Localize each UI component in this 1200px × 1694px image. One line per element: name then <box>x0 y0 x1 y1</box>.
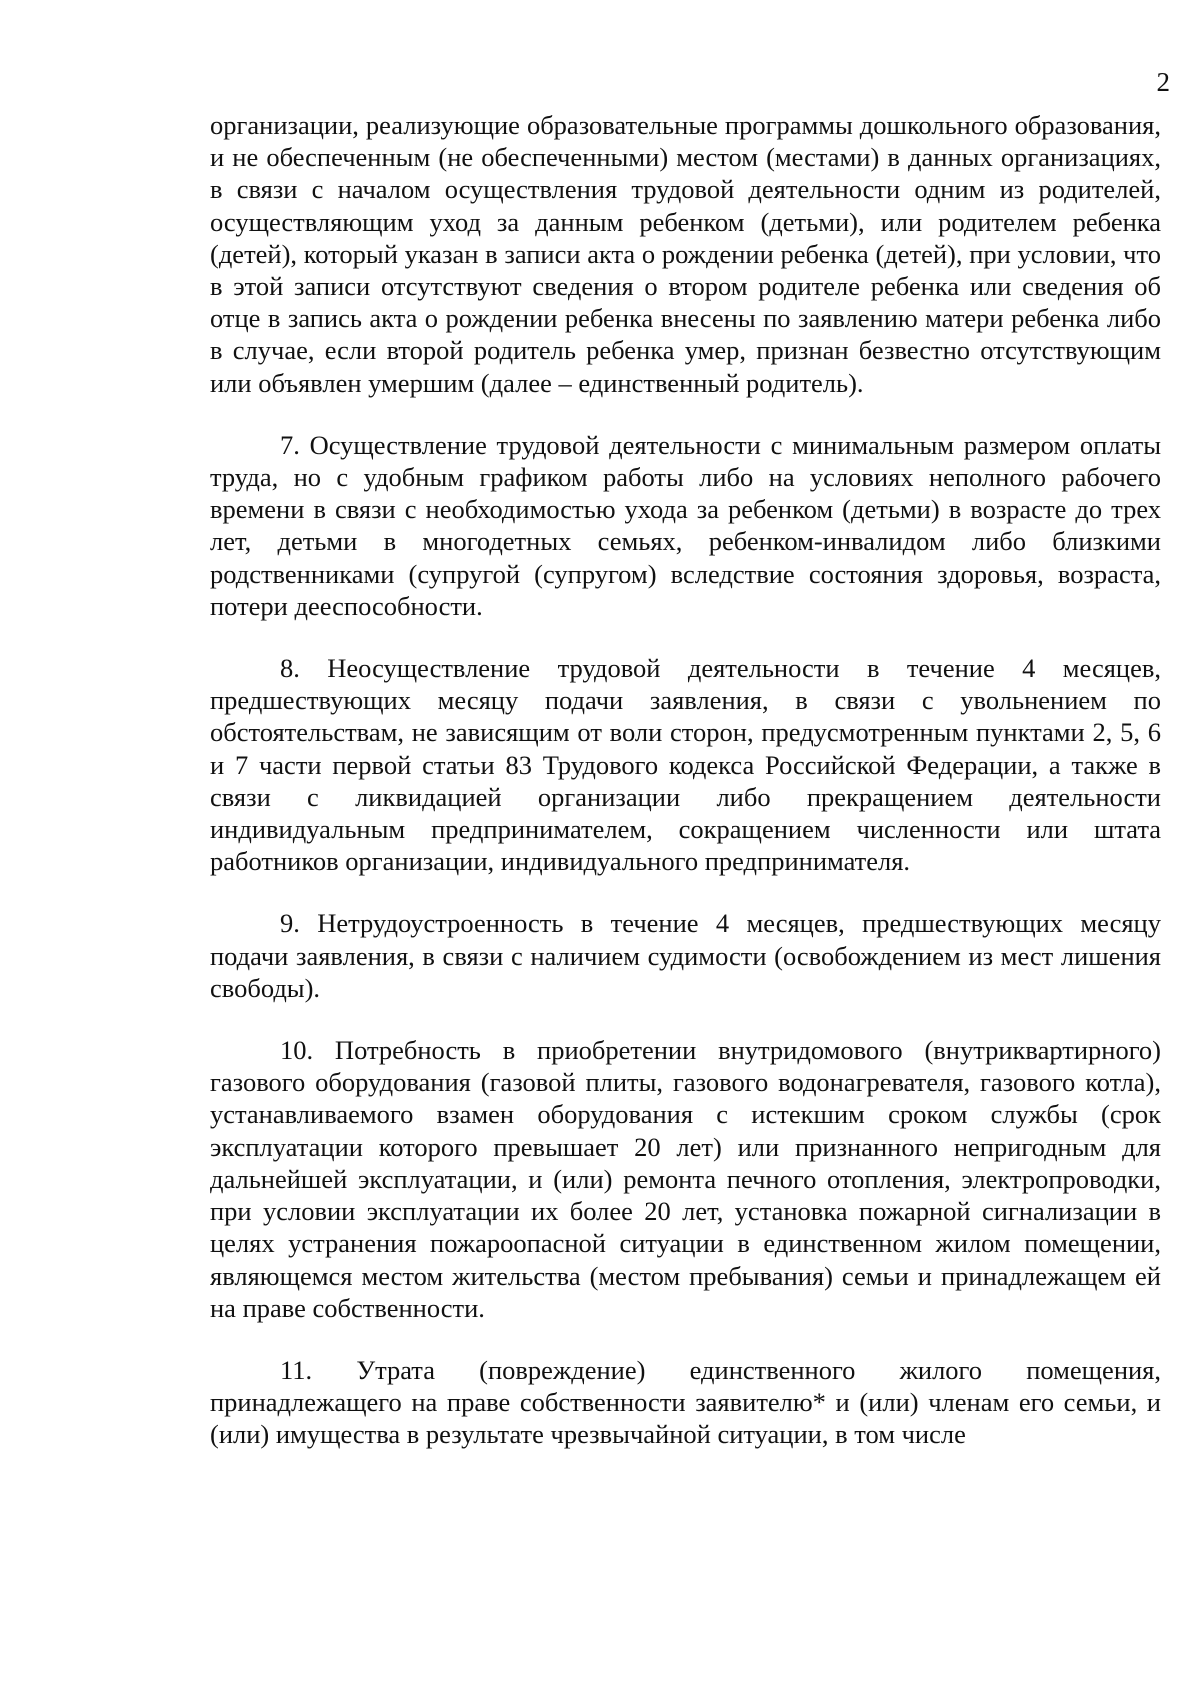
document-body <box>210 109 1161 1451</box>
paragraph-item-8: 8. Неосуществление трудовой деятельности в течение 4 месяцев, предшествующих месяцу подачи заявления, в связи с увольнением по обстоятельствам, не зависящим от воли сторон, предусмотренным пунктами 2, 5, 6 и 7 части первой статьи 83 Трудового кодекса Российской Федерации, а также в связи с ликвидацией организации либо прекращением деятельности индивидуальным предпринимателем, сокращением численности или штата работников организации, индивидуального предпринимателя. <box>210 653 1161 877</box>
paragraph-continuation: организации, реализующие образовательные программы дошкольного образования, и не обеспеченным (не обеспеченными) местом (местами) в данных организациях, в связи с началом осуществления трудовой деятельности одним из родителей, осуществляющим уход за данным ребенком (детьми), или родителем ребенка (детей), который указан в записи акта о рождении ребенка (детей), при условии, что в этой записи отсутствуют сведения о втором родителе ребенка или сведения об отце в запись акта о рождении ребенка внесены по заявлению матери ребенка либо в случае, если второй родитель ребенка умер, признан безвестно отсутствующим или объявлен умершим (далее – единственный родитель). <box>210 110 1161 398</box>
paragraph-item-10: 10. Потребность в приобретении внутридомового (внутриквартирного) газового оборудования (газовой плиты, газового водонагревателя, газового котла), устанавливаемого взамен оборудования с истекшим сроком службы (срок эксплуатации которого превышает 20 лет) или признанного непригодным для дальнейшей эксплуатации, и (или) ремонта печного отопления, электропроводки, при условии эксплуатации их более 20 лет, установка пожарной сигнализации в целях устранения пожароопасной ситуации в единственном жилом помещении, являющемся местом жительства (местом пребывания) семьи и принадлежащем ей на праве собственности. <box>210 1035 1161 1323</box>
page-number: 2 <box>1156 67 1170 97</box>
paragraph-item-7: 7. Осуществление трудовой деятельности с минимальным размером оплаты труда, но с удобным графиком работы либо на условиях неполного рабочего времени в связи с необходимостью ухода за ребенком (детьми) в возрасте до трех лет, детьми в многодетных семьях, ребенком-инвалидом либо близкими родственниками (супругой (супругом) вследствие состояния здоровья, возраста, потери дееспособности. <box>210 429 1161 621</box>
paragraph-item-11: 11. Утрата (повреждение) единственного жилого помещения, принадлежащего на праве собственности заявителю* и (или) членам его семьи, и (или) имущества в результате чрезвычайной ситуации, в том числе <box>210 1354 1161 1450</box>
paragraph-item-9: 9. Нетрудоустроенность в течение 4 месяцев, предшествующих месяцу подачи заявления, в связи с наличием судимости (освобождением из мест лишения свободы). <box>210 908 1161 1003</box>
